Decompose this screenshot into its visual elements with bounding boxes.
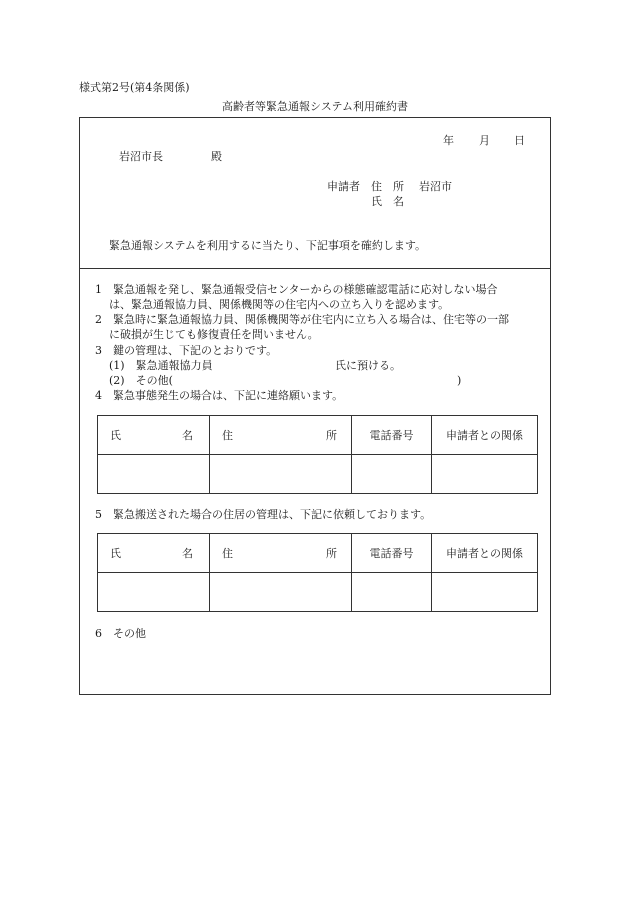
item-6: 6 その他 [95, 627, 146, 640]
item-2-line-2: に破損が生じても修復責任を問いません。 [109, 328, 319, 341]
item-3-sub-1: (1) 緊急通報協力員 [109, 359, 213, 372]
date-year-label: 年 [443, 134, 454, 147]
cell-phone[interactable] [352, 573, 432, 612]
table-header-row [98, 534, 538, 573]
cell-address[interactable] [210, 455, 352, 494]
item-3-sub-1-suffix: 氏に預ける。 [335, 359, 401, 372]
col-header-phone: 電話番号 [352, 534, 432, 573]
applicant-label: 申請者 [327, 180, 360, 193]
item-2-line-1: 2 緊急時に緊急通報協力員、関係機関等が住宅内に立ち入る場合は、住宅等の一部 [95, 313, 509, 326]
item-1-line-2: は、緊急通報協力員、関係機関等の住宅内への立ち入りを認めます。 [109, 298, 450, 311]
cell-relation[interactable] [432, 573, 538, 612]
col-header-address: 住 所 [210, 534, 352, 573]
col-header-phone: 電話番号 [352, 416, 432, 455]
item-5: 5 緊急搬送された場合の住居の管理は、下記に依頼しております。 [95, 508, 432, 521]
item-1-line-1: 1 緊急通報を発し、緊急通報受信センターからの様態確認電話に応対しない場合 [95, 283, 498, 296]
addressee: 岩沼市長 [119, 150, 163, 163]
item-4: 4 緊急事態発生の場合は、下記に連絡願います。 [95, 389, 344, 402]
table-header-row [98, 416, 538, 455]
col-header-relation: 申請者との関係 [432, 416, 538, 455]
address-label: 住 所 [371, 180, 404, 193]
cell-relation[interactable] [432, 455, 538, 494]
name-label: 氏 名 [371, 195, 404, 208]
col-header-name: 氏 名 [98, 534, 210, 573]
form-number: 様式第2号(第4条関係) [79, 81, 190, 94]
cell-name[interactable] [98, 573, 210, 612]
col-header-address: 住 所 [210, 416, 352, 455]
form-title: 高齢者等緊急通報システム利用確約書 [222, 100, 408, 113]
pledge-statement: 緊急通報システムを利用するに当たり、下記事項を確約します。 [109, 239, 427, 252]
contact-table [97, 415, 538, 494]
cell-address[interactable] [210, 573, 352, 612]
col-header-relation: 申請者との関係 [432, 534, 538, 573]
section-divider [79, 268, 551, 269]
item-3-sub-2-close: ) [457, 374, 462, 387]
col-header-name: 氏 名 [98, 416, 210, 455]
item-3: 3 鍵の管理は、下記のとおりです。 [95, 344, 278, 357]
address-value: 岩沼市 [419, 180, 452, 193]
cell-phone[interactable] [352, 455, 432, 494]
housekeeping-table [97, 533, 538, 612]
cell-name[interactable] [98, 455, 210, 494]
date-day-label: 日 [514, 134, 525, 147]
honorific: 殿 [211, 150, 222, 163]
item-3-sub-2: (2) その他( [109, 374, 173, 387]
table-row [98, 455, 538, 494]
date-month-label: 月 [479, 134, 490, 147]
table-row [98, 573, 538, 612]
